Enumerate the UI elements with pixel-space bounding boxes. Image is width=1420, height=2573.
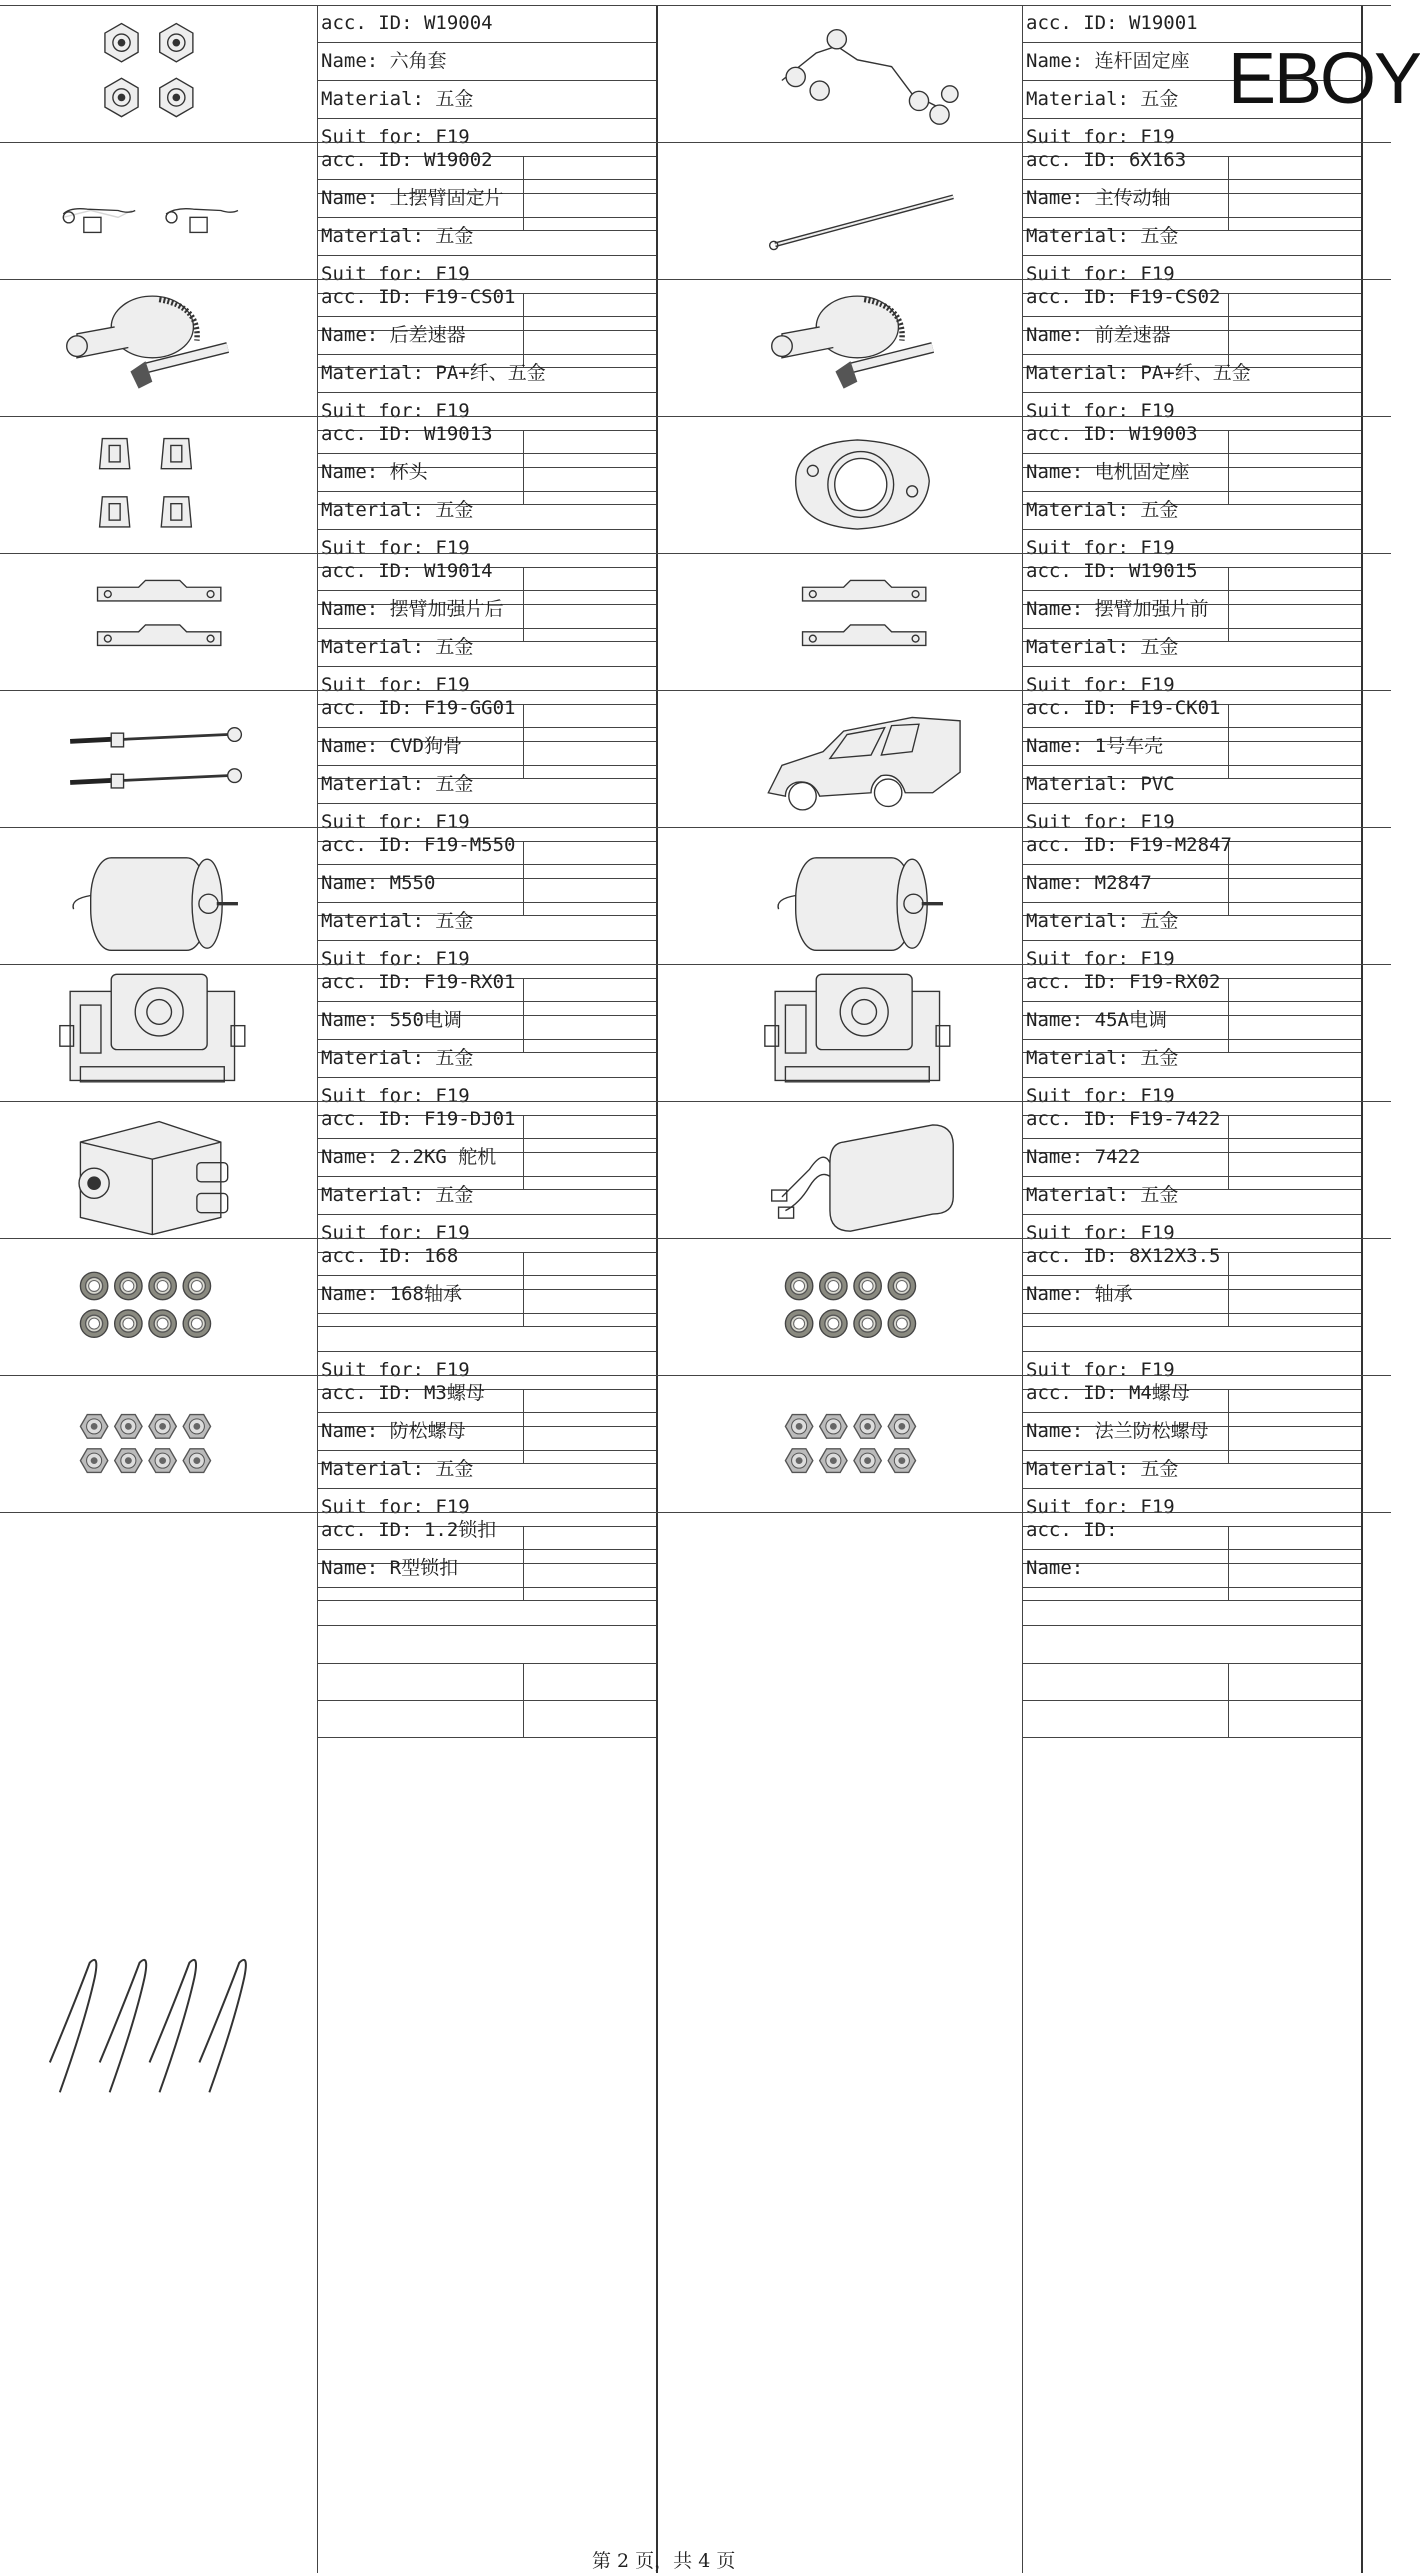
part-entry [0, 964, 660, 1107]
part-suit-for: Suit for: F19 [318, 1352, 656, 1390]
part-picture [0, 1375, 318, 1512]
part-entry [0, 416, 660, 559]
part-name: Name: 连杆固定座 [1023, 43, 1361, 81]
part-material: Material: 五金 [1023, 492, 1361, 530]
part-suit-for: Suit for: F19 [1023, 1352, 1361, 1390]
part-acc-id: acc. ID: F19-DJ01 [318, 1101, 656, 1139]
row-divider [0, 142, 1391, 143]
part-material: Material: 五金 [1023, 1040, 1361, 1078]
part-entry [0, 1238, 660, 1381]
part-picture [705, 5, 1023, 142]
part-picture [705, 1101, 1023, 1238]
part-name: Name: 后差速器 [318, 317, 656, 355]
motor-mount-icon [705, 416, 1022, 553]
part-name: Name: 摆臂加强片前 [1023, 591, 1361, 629]
differential-icon [705, 279, 1022, 416]
part-name: Name: 法兰防松螺母 [1023, 1413, 1361, 1451]
part-picture [705, 553, 1023, 690]
part-suit-for: Suit for: F19 [1023, 530, 1361, 568]
part-name: Name: 168轴承 [318, 1276, 656, 1314]
part-picture [705, 1375, 1023, 1512]
part-entry [705, 964, 1391, 1107]
lock-nut-icon [0, 1375, 317, 1512]
part-info-table [1023, 416, 1363, 559]
blank-row [318, 1664, 656, 1701]
part-entry [705, 553, 1391, 696]
part-info-table [318, 416, 658, 559]
part-entry [705, 1238, 1391, 1381]
part-entry [0, 1101, 660, 1244]
part-name: Name: 550电调 [318, 1002, 656, 1040]
part-entry [0, 827, 660, 970]
part-acc-id: acc. ID: W19015 [1023, 553, 1361, 591]
part-material: Material: 五金 [318, 1177, 656, 1215]
part-name: Name: 前差速器 [1023, 317, 1361, 355]
part-name: Name: 杯头 [318, 454, 656, 492]
part-entry [705, 279, 1391, 422]
part-picture [0, 1238, 318, 1375]
part-name: Name: 电机固定座 [1023, 454, 1361, 492]
part-info-table [1023, 827, 1363, 970]
part-name: Name: 轴承 [1023, 1276, 1361, 1314]
part-name: Name: 六角套 [318, 43, 656, 81]
row-divider [0, 279, 1391, 280]
part-material: Material: PA+纤、五金 [1023, 355, 1361, 393]
part-material: Material: 五金 [318, 218, 656, 256]
part-info-table [1023, 1238, 1363, 1381]
part-entry [705, 1101, 1391, 1244]
part-name: Name: 主传动轴 [1023, 180, 1361, 218]
part-entry [705, 1512, 1391, 2573]
part-acc-id: acc. ID: F19-M550 [318, 827, 656, 865]
part-picture [0, 964, 318, 1101]
row-divider [0, 416, 1391, 417]
part-material [318, 1314, 656, 1352]
part-info-table [1023, 1512, 1363, 2573]
row-divider [0, 1101, 1391, 1102]
part-acc-id: acc. ID: 1.2锁扣 [318, 1512, 656, 1550]
part-acc-id: acc. ID: W19003 [1023, 416, 1361, 454]
part-info-table [1023, 1101, 1363, 1244]
bearing-icon [705, 1238, 1022, 1375]
page-footer: 第 2 页，共 4 页 [592, 2550, 736, 2572]
linkage-mount-icon [705, 5, 1022, 142]
part-suit-for: Suit for: F19 [318, 941, 656, 979]
part-acc-id: acc. ID: 168 [318, 1238, 656, 1276]
part-info-table [318, 690, 658, 833]
part-name: Name: 7422 [1023, 1139, 1361, 1177]
part-info-table [318, 964, 658, 1107]
part-material [318, 1588, 656, 1626]
servo-icon [0, 1101, 317, 1238]
part-entry [0, 279, 660, 422]
row-divider [0, 827, 1391, 828]
part-picture [705, 1238, 1023, 1375]
part-name: Name: 45A电调 [1023, 1002, 1361, 1040]
part-acc-id: acc. ID: F19-CK01 [1023, 690, 1361, 728]
part-entry [0, 1375, 660, 1518]
row-divider [0, 553, 1391, 554]
part-entry [705, 1375, 1391, 1518]
blank-row [1023, 1664, 1361, 1701]
part-material: Material: 五金 [1023, 903, 1361, 941]
part-material: Material: 五金 [1023, 629, 1361, 667]
part-name: Name: M2847 [1023, 865, 1361, 903]
row-divider [0, 1512, 1391, 1513]
part-picture [0, 142, 318, 279]
part-acc-id: acc. ID: F19-7422 [1023, 1101, 1361, 1139]
part-suit-for: Suit for: F19 [318, 1078, 656, 1116]
part-suit-for [318, 1626, 656, 1664]
part-info-table [1023, 1375, 1363, 1518]
part-suit-for: Suit for: F19 [1023, 393, 1361, 431]
part-suit-for: Suit for: F19 [318, 1489, 656, 1527]
drive-shaft-icon [705, 142, 1022, 279]
part-acc-id: acc. ID: W19014 [318, 553, 656, 591]
part-info-table [318, 1238, 658, 1381]
arm-brace-icon [0, 553, 317, 690]
part-picture [0, 279, 318, 416]
part-entry [705, 416, 1391, 559]
part-info-table [1023, 964, 1363, 1107]
part-suit-for: Suit for: F19 [1023, 804, 1361, 842]
part-entry [705, 827, 1391, 970]
esc-icon [0, 964, 317, 1101]
part-material: Material: 五金 [1023, 1177, 1361, 1215]
r-clip-icon [0, 1512, 317, 2573]
part-suit-for: Suit for: F19 [1023, 1215, 1361, 1253]
part-material: Material: 五金 [318, 629, 656, 667]
part-material: Material: 五金 [318, 1451, 656, 1489]
part-entry [705, 690, 1391, 833]
part-material: Material: 五金 [318, 81, 656, 119]
part-name: Name: 2.2KG 舵机 [318, 1139, 656, 1177]
part-info-table [318, 827, 658, 970]
part-material: Material: PVC [1023, 766, 1361, 804]
differential-icon [0, 279, 317, 416]
part-picture [0, 553, 318, 690]
part-picture [705, 416, 1023, 553]
part-material: Material: 五金 [1023, 1451, 1361, 1489]
part-picture [705, 827, 1023, 964]
part-acc-id: acc. ID: 6X163 [1023, 142, 1361, 180]
row-divider [0, 964, 1391, 965]
part-picture [0, 1101, 318, 1238]
part-info-table [318, 1512, 658, 2573]
part-name: Name: 上摆臂固定片 [318, 180, 656, 218]
cup-head-icon [0, 416, 317, 553]
part-acc-id: acc. ID: F19-CS01 [318, 279, 656, 317]
part-entry [0, 553, 660, 696]
part-info-table [318, 1101, 658, 1244]
part-suit-for: Suit for: F19 [318, 256, 656, 294]
part-picture [0, 690, 318, 827]
part-acc-id: acc. ID: M4螺母 [1023, 1375, 1361, 1413]
part-acc-id: acc. ID: M3螺母 [318, 1375, 656, 1413]
part-suit-for: Suit for: F19 [318, 393, 656, 431]
arm-brace-icon [705, 553, 1022, 690]
part-suit-for: Suit for: F19 [318, 667, 656, 705]
brand-watermark: EBOY [1228, 39, 1420, 119]
part-material: Material: 五金 [318, 766, 656, 804]
part-info-table [318, 1375, 658, 1518]
part-suit-for: Suit for: F19 [318, 804, 656, 842]
part-acc-id: acc. ID: [1023, 1512, 1361, 1550]
part-acc-id: acc. ID: F19-RX01 [318, 964, 656, 1002]
part-suit-for [1023, 1626, 1361, 1664]
esc-icon [705, 964, 1022, 1101]
part-name: Name: [1023, 1550, 1361, 1588]
battery-icon [705, 1101, 1022, 1238]
part-info-table [1023, 553, 1363, 696]
part-suit-for: Suit for: F19 [1023, 941, 1361, 979]
row-divider [0, 690, 1391, 691]
part-picture [705, 964, 1023, 1101]
part-suit-for: Suit for: F19 [318, 119, 656, 157]
part-entry [0, 142, 660, 285]
part-picture [705, 1512, 1023, 2573]
part-info-table [318, 279, 658, 422]
part-material [1023, 1314, 1361, 1352]
lock-nut-icon [705, 1375, 1022, 1512]
part-name: Name: 防松螺母 [318, 1413, 656, 1451]
part-material [1023, 1588, 1361, 1626]
blank-row [1023, 1701, 1361, 1738]
part-acc-id: acc. ID: W19004 [318, 5, 656, 43]
part-acc-id: acc. ID: 8X12X3.5 [1023, 1238, 1361, 1276]
row-divider [0, 1238, 1391, 1239]
cvd-shaft-icon [0, 690, 317, 827]
part-acc-id: acc. ID: F19-GG01 [318, 690, 656, 728]
part-material: Material: 五金 [318, 1040, 656, 1078]
part-entry [0, 5, 660, 148]
part-name: Name: 1号车壳 [1023, 728, 1361, 766]
part-info-table [1023, 279, 1363, 422]
part-material: Material: 五金 [318, 903, 656, 941]
part-info-table [318, 142, 658, 285]
part-entry [705, 142, 1391, 285]
part-acc-id: acc. ID: W19013 [318, 416, 656, 454]
motor-icon [0, 827, 317, 964]
part-entry [0, 1512, 660, 2573]
part-acc-id: acc. ID: W19001 [1023, 5, 1361, 43]
part-picture [0, 416, 318, 553]
part-name: Name: M550 [318, 865, 656, 903]
part-picture [705, 279, 1023, 416]
part-acc-id: acc. ID: F19-CS02 [1023, 279, 1361, 317]
part-name: Name: CVD狗骨 [318, 728, 656, 766]
hex-nut-icon [0, 5, 317, 142]
part-picture [705, 142, 1023, 279]
part-name: Name: 摆臂加强片后 [318, 591, 656, 629]
part-entry [0, 690, 660, 833]
motor-icon [705, 827, 1022, 964]
part-info-table [1023, 690, 1363, 833]
part-material: Material: 五金 [1023, 218, 1361, 256]
row-divider [0, 1375, 1391, 1376]
part-material: Material: 五金 [1023, 81, 1361, 119]
part-material: Material: PA+纤、五金 [318, 355, 656, 393]
part-suit-for: Suit for: F19 [1023, 667, 1361, 705]
part-info-table [1023, 142, 1363, 285]
part-info-table [318, 553, 658, 696]
part-suit-for: Suit for: F19 [1023, 1489, 1361, 1527]
part-picture [0, 827, 318, 964]
bearing-icon [0, 1238, 317, 1375]
blank-row [318, 1701, 656, 1738]
part-suit-for: Suit for: F19 [318, 530, 656, 568]
part-acc-id: acc. ID: W19002 [318, 142, 656, 180]
part-acc-id: acc. ID: F19-RX02 [1023, 964, 1361, 1002]
part-picture [0, 5, 318, 142]
part-picture [705, 690, 1023, 827]
part-material: Material: 五金 [318, 492, 656, 530]
part-info-table [318, 5, 658, 148]
part-suit-for: Suit for: F19 [318, 1215, 656, 1253]
car-body-icon [705, 690, 1022, 827]
upper-arm-plate-icon [0, 142, 317, 279]
part-suit-for: Suit for: F19 [1023, 256, 1361, 294]
part-picture [0, 1512, 318, 2573]
part-name: Name: R型锁扣 [318, 1550, 656, 1588]
row-divider [0, 5, 1391, 6]
part-suit-for: Suit for: F19 [1023, 1078, 1361, 1116]
part-suit-for: Suit for: F19 [1023, 119, 1361, 157]
part-acc-id: acc. ID: F19-M2847 [1023, 827, 1361, 865]
